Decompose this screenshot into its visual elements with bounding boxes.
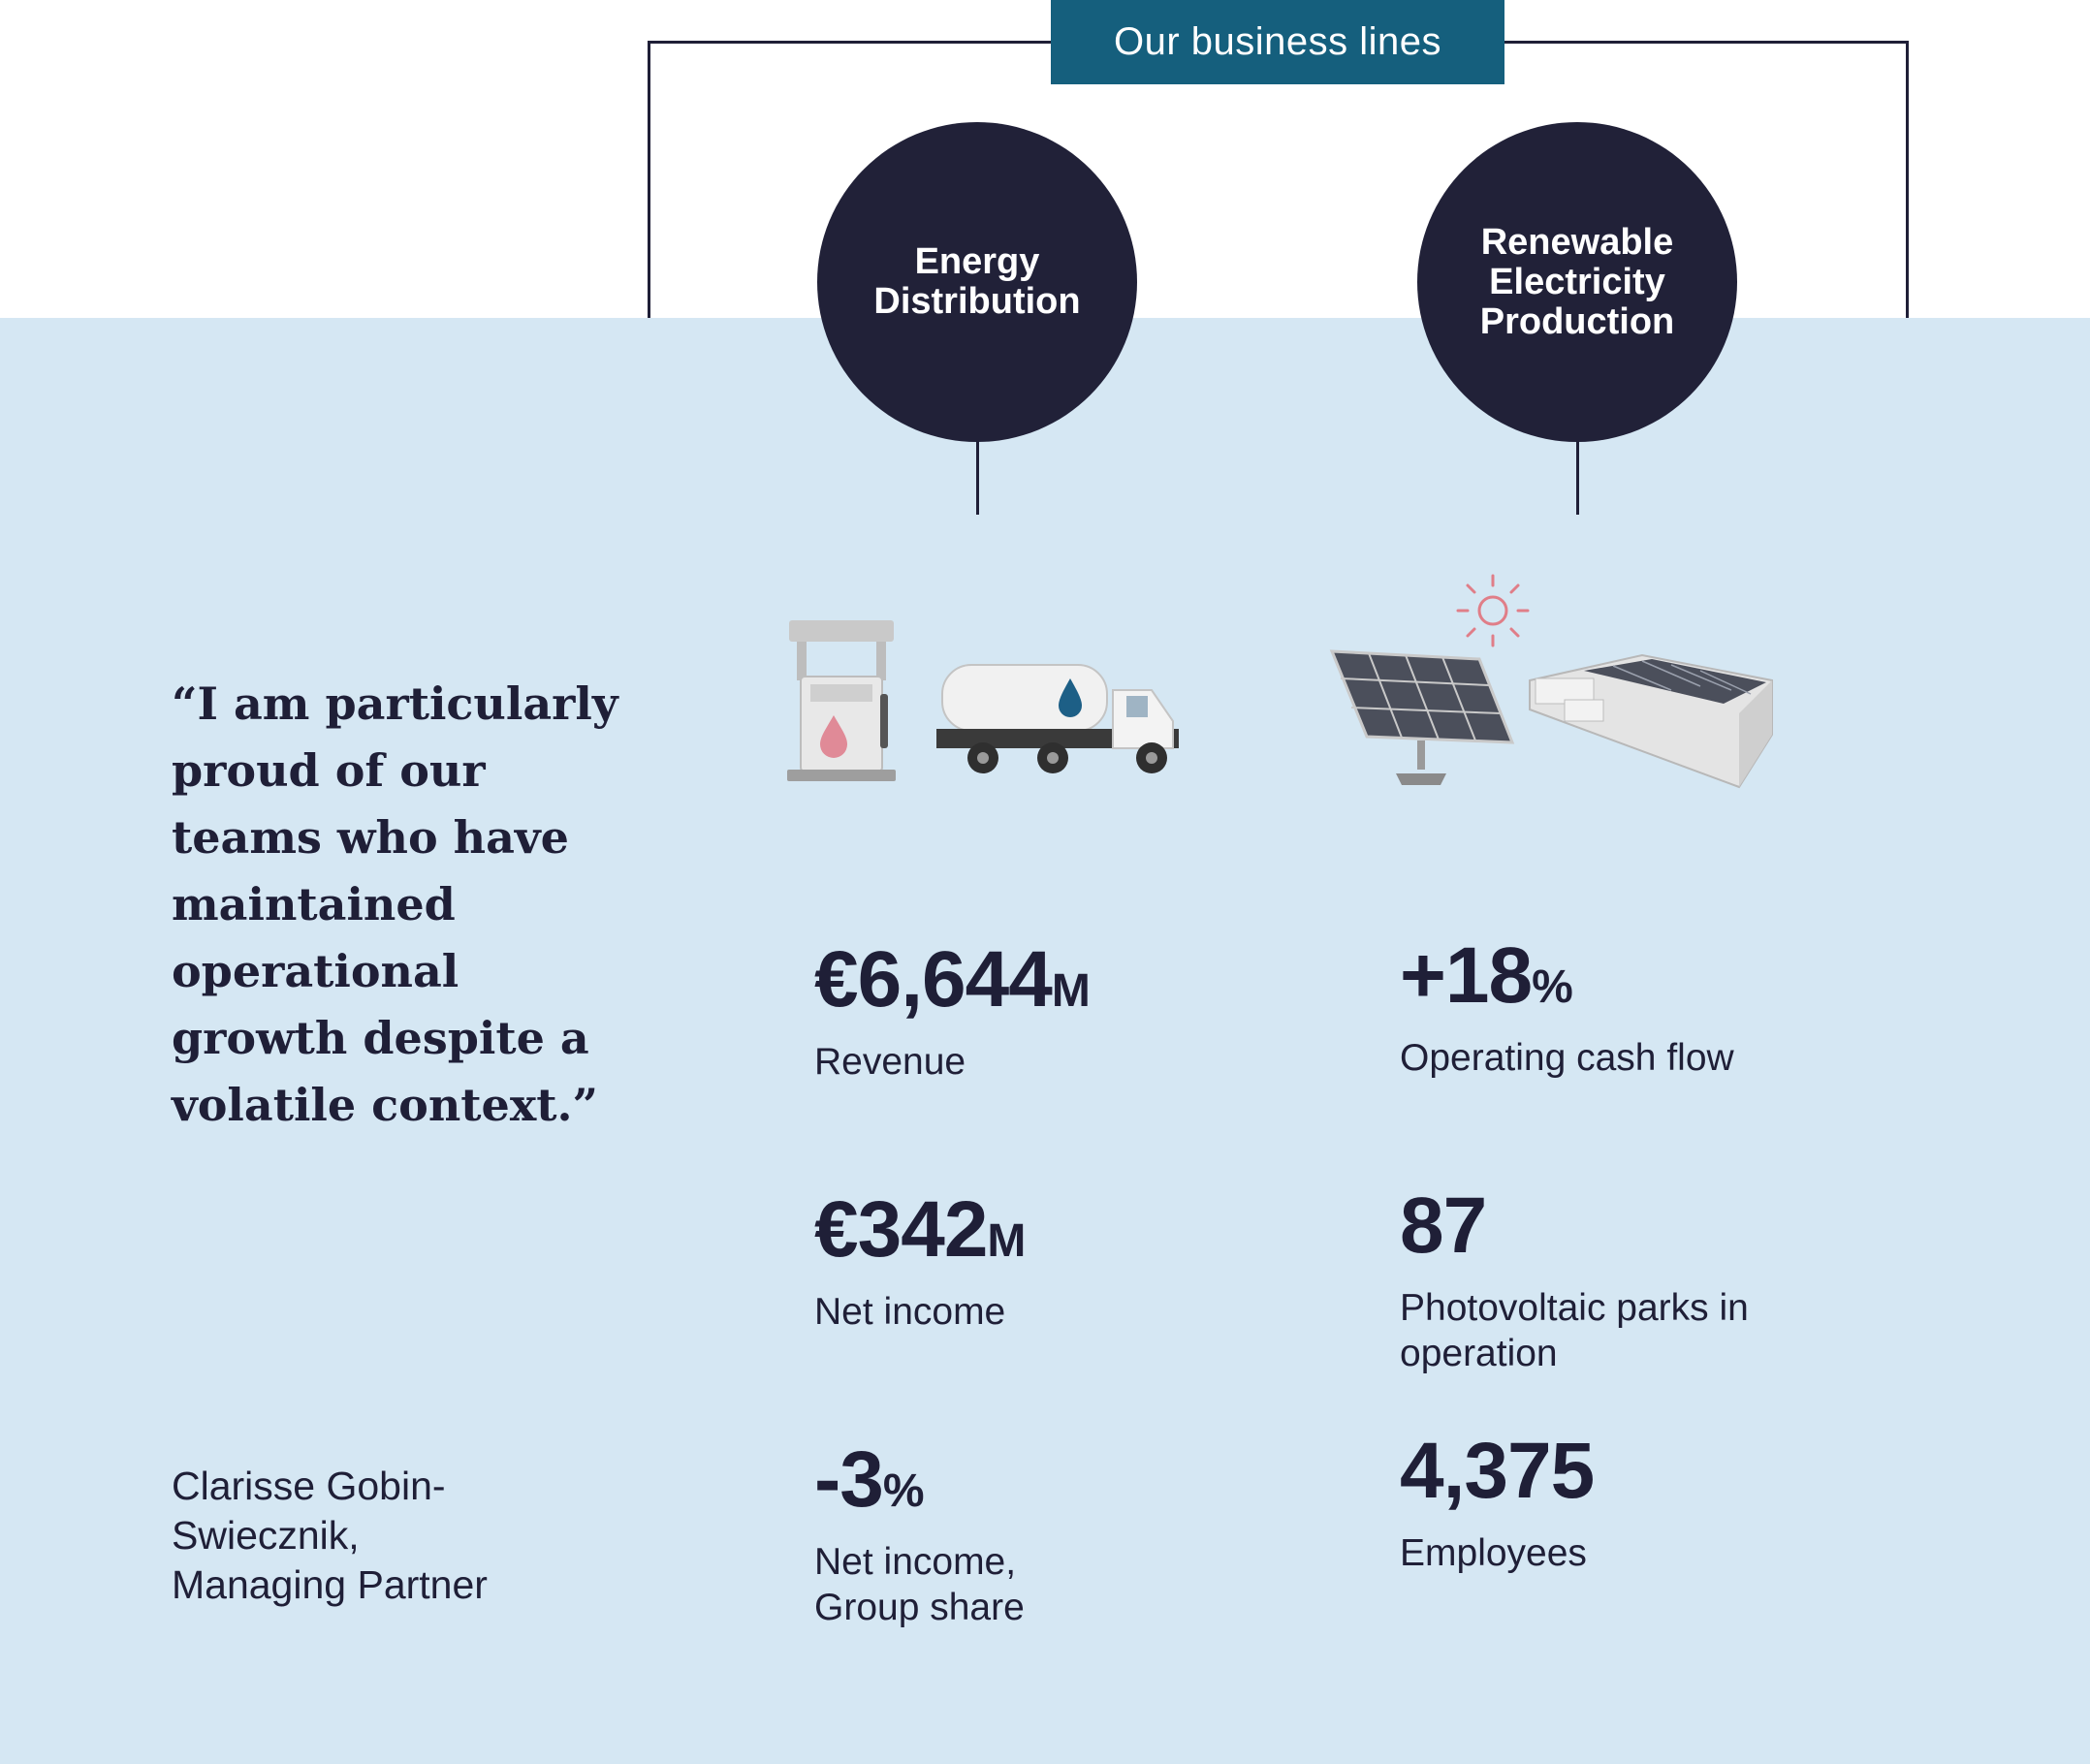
- stat-revenue: [814, 935, 1091, 1085]
- fuel-truck-icon: [933, 651, 1183, 787]
- business-lines-header: Our business lines: [1051, 0, 1504, 84]
- stat-value: €6,644M: [814, 935, 1091, 1024]
- stat-value: 4,375: [1400, 1427, 1595, 1515]
- stat-label: Net income: [814, 1291, 1006, 1333]
- stat-operating-cash-flow: [1400, 931, 1734, 1081]
- author-name: Clarisse Gobin-Swiecznik,: [172, 1464, 446, 1558]
- stat-net-income: [814, 1185, 1027, 1335]
- bracket-vertical-left: [648, 41, 650, 318]
- stat-value: €342M: [814, 1185, 1027, 1274]
- stat-label: Net income, Group share: [814, 1541, 1025, 1628]
- quote-text: “I am particularly proud of our teams who have maintained operational growth despite a volatile context.”: [172, 677, 618, 1131]
- bracket-line-left: [648, 41, 1055, 44]
- fuel-pump-icon: [783, 618, 900, 783]
- renewable-connector-line: [1576, 441, 1579, 515]
- stat-label: Photovoltaic parks in operation: [1400, 1287, 1749, 1374]
- bracket-line-right: [1503, 41, 1908, 44]
- renewable-production-title: Renewable Electricity Production: [1479, 221, 1675, 342]
- stat-value: -3%: [814, 1435, 925, 1524]
- author-title: Managing Partner: [172, 1562, 488, 1607]
- renewable-production-circle: [1417, 122, 1737, 442]
- solar-roof-building-icon: [1526, 651, 1774, 789]
- stat-net-income-group-share: [814, 1435, 1066, 1630]
- stat-value: +18%: [1400, 931, 1573, 1020]
- quote-author: [172, 1462, 627, 1610]
- energy-distribution-circle: [817, 122, 1137, 442]
- solar-panel-icon: [1328, 644, 1518, 789]
- stat-label: Operating cash flow: [1400, 1037, 1734, 1079]
- stat-label: Revenue: [814, 1041, 966, 1083]
- sun-icon: [1454, 572, 1532, 649]
- bracket-vertical-right: [1906, 41, 1909, 318]
- energy-connector-line: [976, 441, 979, 515]
- stat-employees: [1400, 1427, 1595, 1576]
- stat-label: Employees: [1400, 1532, 1587, 1574]
- stat-photovoltaic-parks: [1400, 1181, 1788, 1376]
- stat-value: 87: [1400, 1181, 1487, 1270]
- energy-distribution-title: Energy Distribution: [873, 241, 1081, 322]
